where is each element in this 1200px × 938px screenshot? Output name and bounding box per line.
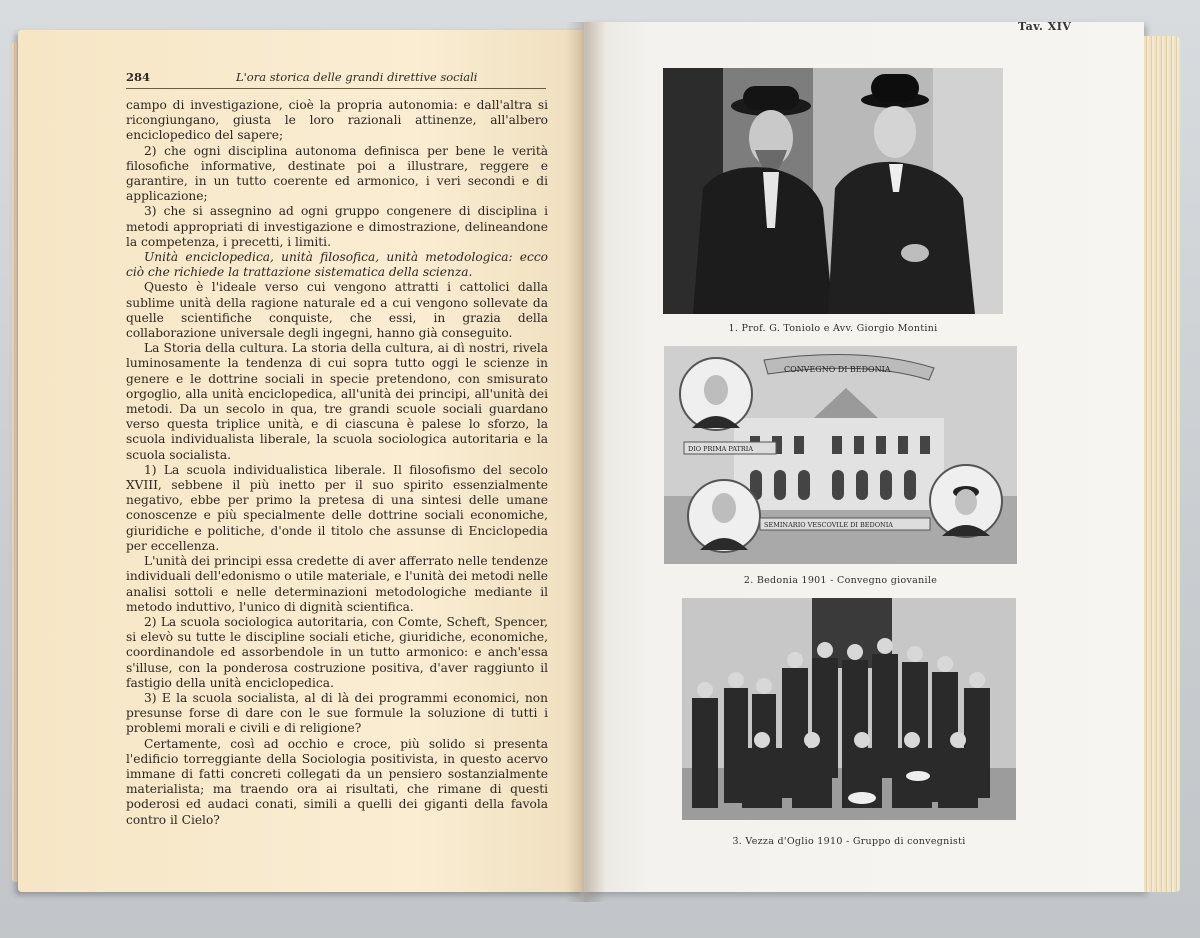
- caption-1: 1. Prof. G. Toniolo e Avv. Giorgio Montini: [728, 323, 938, 334]
- running-title: L'ora storica delle grandi direttive sociali: [236, 70, 478, 84]
- photo-2-image: [664, 346, 1017, 564]
- paragraph: Questo è l'ideale verso cui vengono attratti i cattolici dalla sublime unità della ragione naturale ed a cui vengono sollevate da quelle scientifiche conquiste, che essi, in grazia della collaborazione universale degli ingegni, hanno già conseguito.: [126, 280, 548, 341]
- photo-toniolo-montini: [663, 68, 1003, 314]
- paragraph: campo di investigazione, cioè la propria autonomia: e dall'altra si ricongiungano, giusta le loro razionali attinenze, all'albero enciclopedico del sapere;: [126, 98, 548, 143]
- body-text: [126, 98, 548, 828]
- plate-label: Tav. XIV: [1018, 20, 1072, 33]
- paragraph: 2) La scuola sociologica autoritaria, con Comte, Scheft, Spencer, si elevò su tutte le discipline sociali etiche, giuridiche, economiche, coordinandole ed assorbendole in un tutto armonico: e anch'essa s'illuse, con la ponderosa costruzione positiva, d'aver raggiunto il fastigio della unità enciclopedica.: [126, 614, 548, 690]
- postcard-left-banner: DIO PRIMA PATRIA: [688, 445, 754, 453]
- page-number: 284: [126, 70, 151, 84]
- photo-bedonia-postcard: [664, 346, 1017, 564]
- caption-3: 3. Vezza d'Oglio 1910 - Gruppo di convegnisti: [732, 836, 966, 847]
- paragraph: La Storia della cultura. La storia della cultura, ai dì nostri, rivela luminosamente la tendenza di cui sopra tutto oggi le scienze in genere e le dottrine sociali in specie pretendono, con smisurato orgoglio, alla unità enciclopedica, all'unità dei principi, all'unità dei metodi. Da un secolo in qua, tre grandi scuole sociali guardano verso questa triplice unità, e di ciascuna è palese lo sforzo, la scuola individualista liberale, la scuola sociologica autoritaria e la scuola socialista.: [126, 341, 548, 462]
- photo-3-image: [682, 598, 1016, 820]
- paragraph: 3) che si assegnino ad ogni gruppo congenere di disciplina i metodi appropriati di investigazione e dimostrazione, delineandone la competenza, i precetti, i limiti.: [126, 204, 548, 249]
- photo-vezza-group: [682, 598, 1016, 820]
- paragraph: 2) che ogni disciplina autonoma definisca per bene le verità filosofiche informative, destinate poi a illustrare, reggere e garantire, in un tutto coerente ed armonico, i veri secondi e di applicazione;: [126, 143, 548, 204]
- postcard-bottom-banner: SEMINARIO VESCOVILE DI BEDONIA: [764, 521, 893, 529]
- paragraph: L'unità dei principi essa credette di aver afferrato nelle tendenze individuali dell'edonismo o utile materiale, e l'unità dei metodi nelle analisi sottoli e nelle determinazioni metodologiche mediante il metodo induttivo, l'unico di dignità scientifica.: [126, 554, 548, 614]
- running-head: [126, 68, 546, 89]
- right-page-edge: [1144, 36, 1180, 892]
- paragraph: Unità enciclopedica, unità filosofica, unità metodologica: ecco ciò che richiede la trattazione sistematica della scienza.: [126, 250, 548, 280]
- postcard-top-banner: CONVEGNO DI BEDONIA: [784, 365, 891, 374]
- caption-2: 2. Bedonia 1901 - Convegno giovanile: [743, 575, 938, 586]
- photo-1-image: [663, 68, 1003, 314]
- paragraph: Certamente, così ad occhio e croce, più solido si presenta l'edificio torreggiante della Sociologia positivista, in questo acervo immane di fatti concreti collegati da un pensiero sostanzialmente materialista; ma traendo ora ai risultati, che rimane di questi poderosi ed audaci conati, simili a quelli dei giganti della favola contro il Cielo?: [126, 736, 548, 827]
- paragraph: 3) E la scuola socialista, al di là dei programmi economici, non presunse forse di dare con le sue formule la soluzione di tutti i problemi morali e civili e di religione?: [126, 690, 548, 736]
- paragraph: 1) La scuola individualistica liberale. Il filosofismo del secolo XVIII, sebbene il più inetto per il suo spirito essenzialmente negativo, ebbe per primo la pretesa di una sintesi delle umane conoscenze e più specialmente delle dottrine sociali economiche, giuridiche e politiche, d'onde il titolo che assunse di Enciclopedia per eccellenza.: [126, 462, 548, 553]
- book-gutter: [566, 22, 606, 902]
